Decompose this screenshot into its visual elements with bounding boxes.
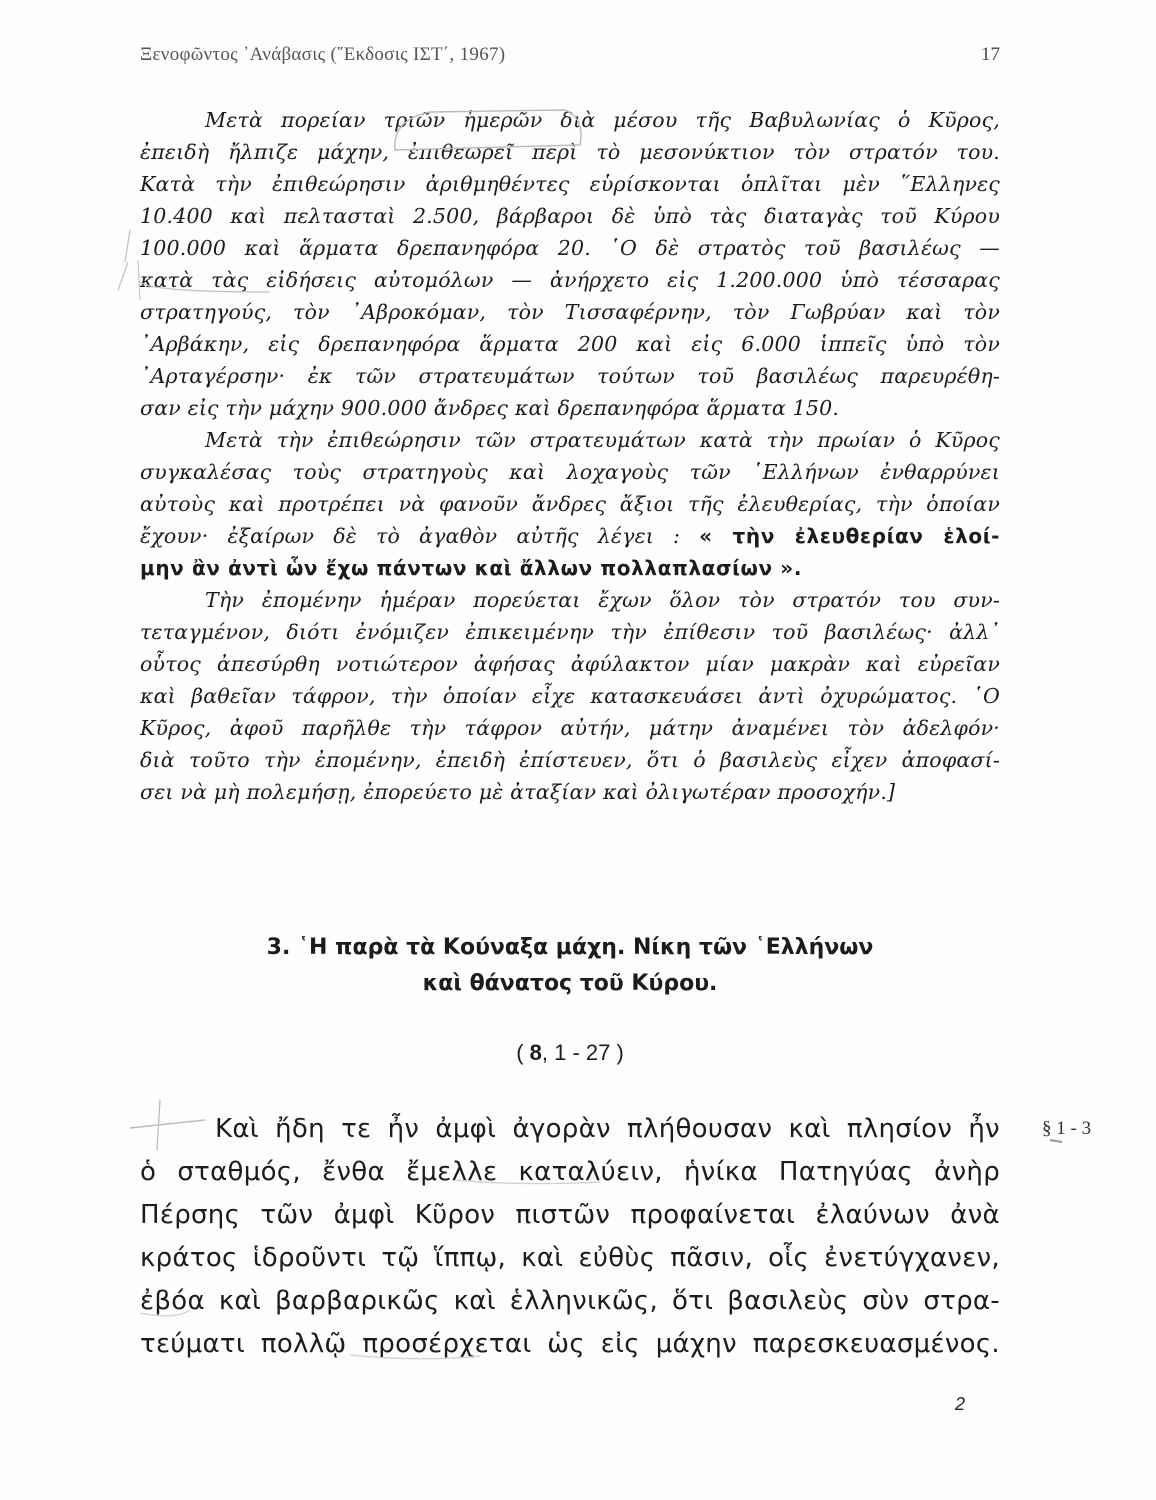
section-heading-line: 3. ῾Η παρὰ τὰ Κούναξα μάχη. Νίκη τῶν ῾Ελλήνων [266, 935, 874, 960]
margin-section-ref: § 1 - 3 [1042, 1118, 1092, 1139]
summary-line: στρατηγούς, τὸν ᾿Αβροκόμαν, τὸν Τισσαφέρνην, τὸν Γωβρύαν καὶ τὸν [140, 300, 1000, 324]
greek-line: ὁ σταθμός, ἔνθα ἔμελλε καταλύειν, ἡνίκα Πατηγύας ἀνὴρ [140, 1157, 1000, 1187]
greek-line: Καὶ ἤδη τε ἦν ἀμφὶ ἀγορὰν πλήθουσαν καὶ πλησίον ἦν [215, 1114, 1000, 1144]
quote-bold: μην ἂν ἀντὶ ὧν ἔχω πάντων καὶ ἄλλων πολλαπλασίων ». [140, 556, 803, 580]
summary-line: αὐτοὺς καὶ προτρέπει νὰ φανοῦν ἄνδρες ἄξιοι τῆς ἐλευθερίας, τὴν ὁποίαν [140, 492, 1000, 516]
summary-line: ἐπειδὴ ἤλπιζε μάχην, ἐπιθεωρεῖ περὶ τὸ μεσονύκτιον τὸν στρατόν του. [140, 140, 1000, 164]
pencil-margin-dot [1050, 1140, 1062, 1142]
summary-line: 10.400 καὶ πελτασταὶ 2.500, βάρβαροι δὲ ὑπὸ τὰς διαταγὰς τοῦ Κύρου [140, 204, 1000, 228]
summary-line: σαν εἰς τὴν μάχην 900.000 ἄνδρες καὶ δρεπανηφόρα ἅρματα 150. [140, 396, 840, 420]
chapter-ref-range: , 1 - 27 ) [541, 1040, 624, 1065]
quote-bold: « τὴν ἐλευθερίαν ἑλοί- [699, 524, 1001, 548]
summary-text [140, 104, 1000, 808]
page-number: 17 [981, 44, 1000, 65]
printer-signature: 2 [955, 1394, 966, 1414]
greek-line: ἐβόα καὶ βαρβαρικῶς καὶ ἑλληνικῶς, ὅτι βασιλεὺς σὺν στρα- [140, 1286, 1000, 1316]
summary-line: καὶ βαθεῖαν τάφρον, τὴν ὁποίαν εἶχε κατασκευάσει ἀντὶ ὀχυρώματος. ῾Ο [140, 684, 1000, 708]
greek-line: τεύματι πολλῷ προσέρχεται ὡς εἰς μάχην παρεσκευασμένος. [140, 1329, 1000, 1359]
summary-line: Μετὰ πορείαν τριῶν ἡμερῶν διὰ μέσου τῆς Βαβυλωνίας ὁ Κῦρος, [205, 108, 1000, 132]
summary-line-quote-start [140, 520, 1000, 552]
section-heading-line: καὶ θάνατος τοῦ Κύρου. [422, 971, 718, 996]
summary-line: Μετὰ τὴν ἐπιθεώρησιν τῶν στρατευμάτων κατὰ τὴν πρωίαν ὁ Κῦρος [205, 428, 1000, 452]
summary-line: συγκαλέσας τοὺς στρατηγοὺς καὶ λοχαγοὺς τῶν ῾Ελλήνων ἐνθαρρύνει [140, 460, 1000, 484]
summary-line: κατὰ τὰς εἰδήσεις αὐτομόλων — ἀνήρχετο εἰς 1.200.000 ὑπὸ τέσσαρας [140, 268, 1000, 292]
running-head [140, 44, 1000, 78]
chapter-ref-open: ( [516, 1040, 530, 1065]
section-heading [140, 930, 1000, 1002]
summary-line: τεταγμένον, διότι ἐνόμιζεν ἐπικειμένην τὴν ἐπίθεσιν τοῦ βασιλέως· ἀλλ᾿ [140, 620, 1000, 644]
summary-line: Τὴν ἐπομένην ἡμέραν πορεύεται ἔχων ὅλον τὸν στρατόν του συν- [205, 588, 1000, 612]
chapter-ref-number: 8 [529, 1040, 542, 1065]
summary-line: σει νὰ μὴ πολεμήσῃ, ἐπορεύετο μὲ ἀταξίαν καὶ ὀλιγωτέραν προσοχήν.] [140, 780, 896, 804]
summary-line: διὰ τοῦτο τὴν ἐπομένην, ἐπειδὴ ἐπίστευεν, ὅτι ὁ βασιλεὺς εἶχεν ἀποφασί- [140, 748, 1000, 772]
summary-line: οὗτος ἀπεσύρθη νοτιώτερον ἀφήσας ἀφύλακτον μίαν μακρὰν καὶ εὐρεῖαν [140, 652, 1000, 676]
greek-line: Πέρσης τῶν ἀμφὶ Κῦρον πιστῶν προφαίνεται ἐλαύνων ἀνὰ [140, 1200, 1000, 1230]
summary-line-quote-end [140, 552, 1000, 584]
summary-line: 100.000 καὶ ἅρματα δρεπανηφόρα 20. ῾Ο δὲ στρατὸς τοῦ βασιλέως — [140, 236, 1000, 260]
greek-line: κράτος ἱδροῦντι τῷ ἵππῳ, καὶ εὐθὺς πᾶσιν, οἷς ἐνετύγχανεν, [140, 1243, 1000, 1273]
summary-line: ᾿Αρβάκην, εἰς δρεπανηφόρα ἅρματα 200 καὶ εἰς 6.000 ἱππεῖς ὑπὸ τὸν [140, 332, 1000, 356]
chapter-reference [140, 1040, 1000, 1066]
summary-line: ᾿Αρταγέρσην· ἐκ τῶν στρατευμάτων τούτων τοῦ βασιλέως παρευρέθη- [140, 364, 1000, 388]
quote-intro: ἔχουν· ἐξαίρων δὲ τὸ ἀγαθὸν αὐτῆς λέγει : [140, 524, 681, 548]
running-title: Ξενοφῶντος ᾿Ανάβασις (῞Εκδοσις ΙΣΤ΄, 1967) [140, 44, 506, 65]
ancient-greek-text [140, 1108, 1000, 1366]
summary-line: Κατὰ τὴν ἐπιθεώρησιν ἀριθμηθέντες εὑρίσκονται ὁπλῖται μὲν ῞Ελληνες [140, 172, 1000, 196]
summary-line: Κῦρος, ἀφοῦ παρῆλθε τὴν τάφρον αὐτήν, μάτην ἀναμένει τὸν ἀδελφόν· [140, 716, 1000, 740]
